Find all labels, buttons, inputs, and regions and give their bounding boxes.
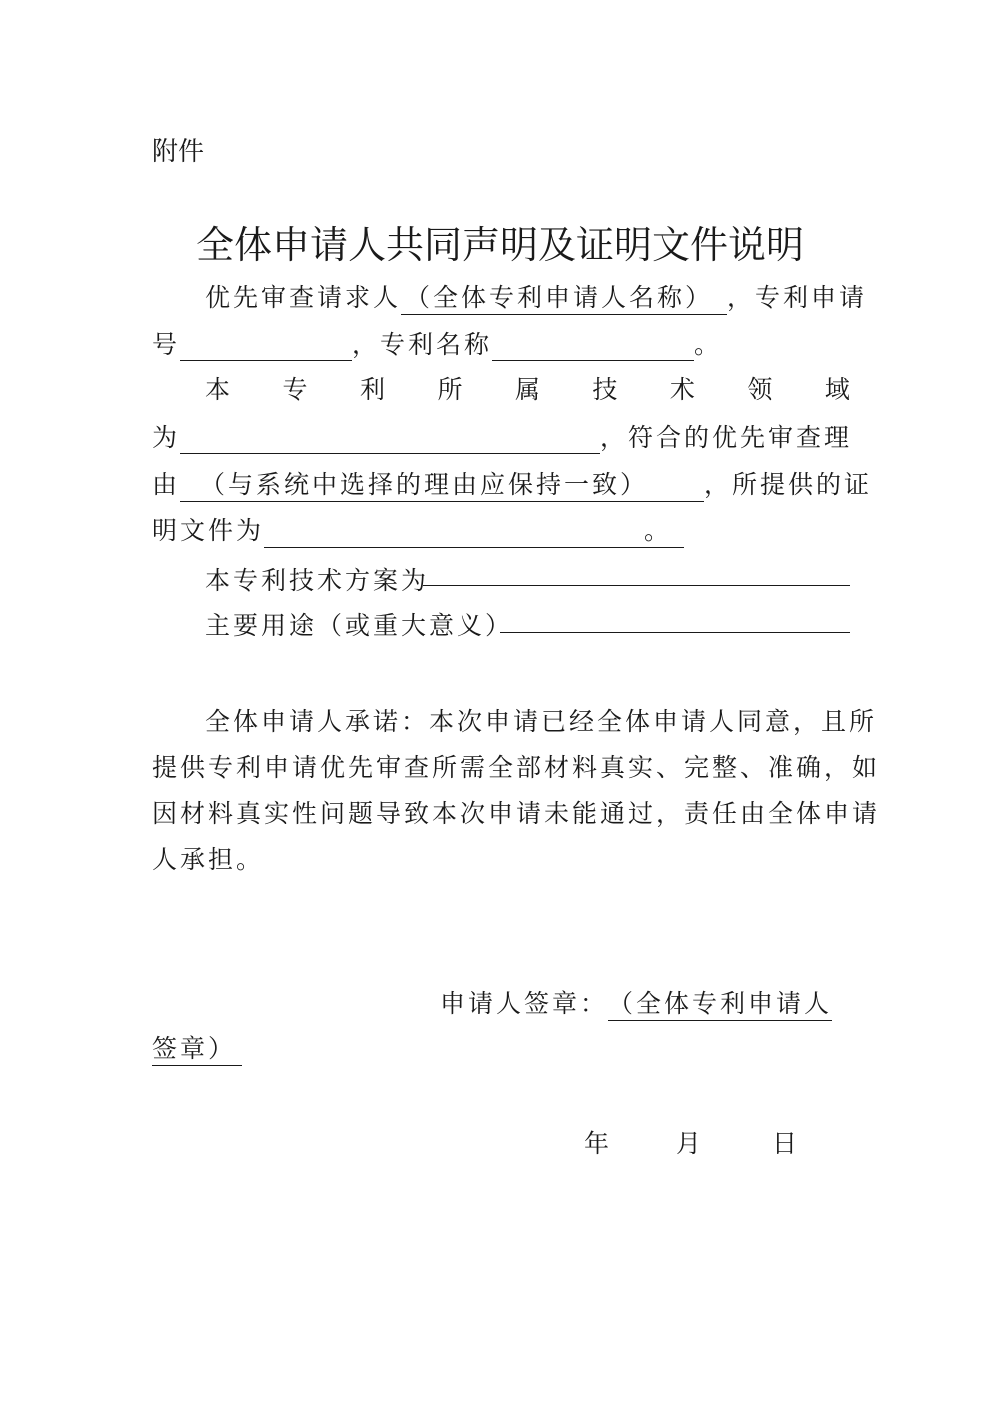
para2-line3 [152, 465, 872, 502]
application-number-label: 号 [152, 330, 181, 359]
commitment-line2: 提供专利申请优先审查所需全部材料真实、完整、准确，如 [152, 753, 881, 782]
signature-line2 [152, 1029, 242, 1066]
char: 利 [359, 375, 385, 404]
commitment-line4: 人承担。 [152, 845, 265, 874]
technical-solution-field[interactable] [423, 585, 850, 586]
reason-prefix: 由 [152, 470, 181, 499]
patent-application-label: ，专利申请 [727, 283, 868, 312]
requester-label: 优先审查请求人 [205, 283, 402, 312]
signature-line1 [440, 984, 832, 1021]
signature-field[interactable]: （全体专利申请人 [608, 984, 832, 1021]
date-day: 日 [772, 1129, 801, 1158]
main-use-field[interactable] [500, 632, 850, 633]
technical-solution-label: 本专利技术方案为 [205, 566, 430, 595]
date-year: 年 [584, 1129, 613, 1158]
char: 所 [437, 375, 463, 404]
char: 域 [824, 375, 850, 404]
commitment-line1: 全体申请人承诺：本次申请已经全体申请人同意，且所 [205, 707, 878, 736]
signature-label: 申请人签章： [440, 989, 609, 1018]
para1-line2 [152, 325, 722, 361]
period: 。 [694, 330, 723, 359]
para1-line1 [205, 278, 867, 315]
char: 属 [514, 375, 540, 404]
para2-line1 [205, 370, 850, 406]
patent-name-label: ，专利名称 [352, 330, 493, 359]
char: 领 [747, 375, 773, 404]
patent-name-field[interactable] [492, 334, 694, 361]
char: 本 [205, 375, 231, 404]
para2-line2 [152, 418, 852, 454]
technical-field-input[interactable] [180, 427, 600, 454]
documents-label: ，所提供的证 [704, 470, 873, 499]
document-title: 全体申请人共同声明及证明文件说明 [195, 223, 804, 267]
documents-prefix: 明文件为 [152, 516, 265, 545]
char: 技 [592, 375, 618, 404]
applicant-names-field[interactable]: （全体专利申请人名称） [401, 278, 727, 315]
reason-label: ，符合的优先审查理 [600, 423, 853, 452]
date-month: 月 [676, 1129, 705, 1158]
char: 专 [282, 375, 308, 404]
priority-reason-field[interactable]: （与系统中选择的理由应保持一致） [180, 465, 704, 502]
char: 术 [669, 375, 695, 404]
commitment-line3: 因材料真实性问题导致本次申请未能通过，责任由全体申请 [152, 799, 881, 828]
main-use-label: 主要用途（或重大意义） [205, 611, 514, 640]
signature-field-continued[interactable]: 签章） [152, 1029, 242, 1066]
para2-line4 [152, 511, 684, 548]
supporting-documents-field[interactable]: 。 [264, 511, 684, 548]
field-label: 为 [152, 423, 181, 452]
application-number-field[interactable] [180, 334, 352, 361]
attachment-label: 附件 [152, 137, 205, 167]
